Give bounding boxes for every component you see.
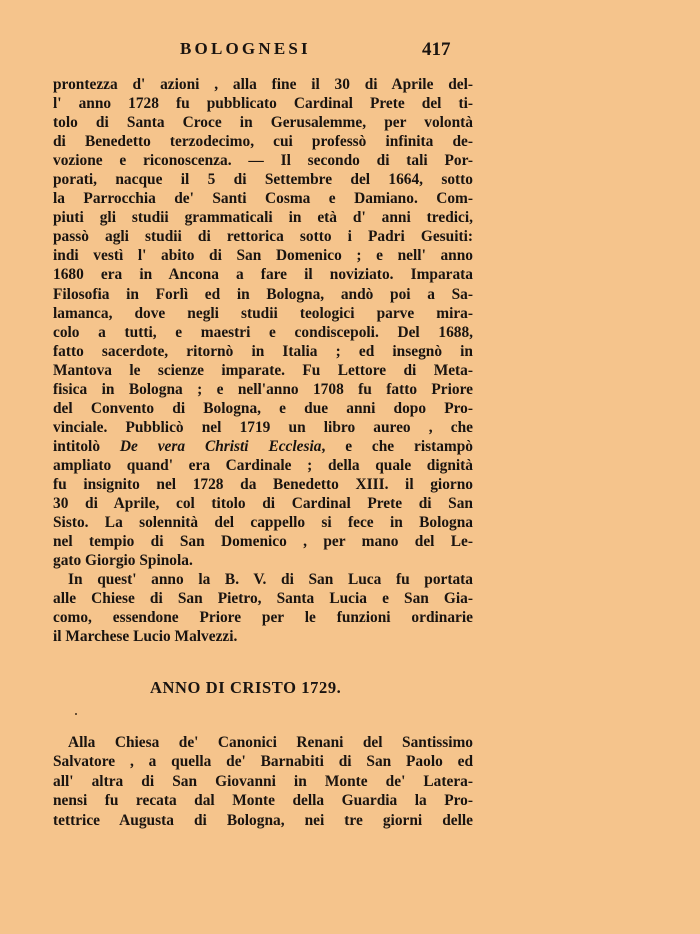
text-line: di Benedetto terzodecimo, cui professò infinita de- bbox=[53, 133, 473, 151]
page-number: 417 bbox=[422, 39, 451, 60]
title-line-suffix: , e che ristampò bbox=[321, 437, 473, 455]
text-line-with-book-title bbox=[53, 437, 473, 456]
text-line: 1680 era in Ancona a fare il noviziato. Imparata bbox=[53, 266, 473, 284]
title-line-prefix: intitolò bbox=[53, 437, 120, 455]
text-line: Sisto. La solennità del cappello si fece in Bologna bbox=[53, 514, 473, 532]
text-line: lamanca, dove negli studii teologici parve mira- bbox=[53, 304, 473, 322]
paragraph-cardinal-biography bbox=[53, 75, 473, 570]
text-line: colo a tutti, e maestri e condiscepoli. Del 1688, bbox=[53, 323, 473, 341]
text-line: como, essendone Priore per le funzioni ordinarie bbox=[53, 609, 473, 627]
text-line: prontezza d' azioni , alla fine il 30 di Aprile del- bbox=[53, 76, 473, 93]
text-line: In quest' anno la B. V. di San Luca fu portata bbox=[68, 571, 473, 589]
paragraph-madonna-procession bbox=[53, 570, 473, 646]
text-line: Salvatore , a quella de' Barnabiti di San Paolo ed bbox=[53, 753, 473, 771]
running-title: BOLOGNESI bbox=[180, 39, 311, 58]
text-line: tettrice Augusta di Bologna, nei tre giorni delle bbox=[53, 811, 473, 829]
text-line: Alla Chiesa de' Canonici Renani del Santissimo bbox=[68, 734, 473, 751]
text-line: nensi fu recata dal Monte della Guardia la Pro- bbox=[53, 792, 473, 810]
text-line: gato Giorgio Spinola. bbox=[53, 552, 193, 570]
text-line: fisica in Bologna ; e nell'anno 1708 fu fatto Priore bbox=[53, 380, 473, 398]
section-heading: ANNO DI CRISTO 1729. bbox=[150, 678, 342, 697]
text-line: indi vestì l' abito di San Domenico ; e nell' anno bbox=[53, 247, 473, 265]
text-line: tolo di Santa Croce in Gerusalemme, per volontà bbox=[53, 114, 473, 132]
text-line: la Parrocchia de' Santi Cosma e Damiano. Com- bbox=[53, 190, 473, 208]
text-line: vozione e riconoscenza. — Il secondo di tali Por- bbox=[53, 152, 473, 170]
book-title: De vera Christi Ecclesia bbox=[119, 437, 322, 455]
text-line: Mantova le scienze imparate. Fu Lettore di Meta- bbox=[53, 361, 473, 379]
text-line: fatto sacerdote, ritornò in Italia ; ed insegnò in bbox=[53, 342, 473, 360]
text-line: vinciale. Pubblicò nel 1719 un libro aureo , che bbox=[53, 418, 473, 436]
text-line: ampliato quand' era Cardinale ; della quale dignità bbox=[53, 456, 473, 474]
text-line: nel tempio di San Domenico , per mano del Le- bbox=[53, 533, 473, 551]
running-header bbox=[0, 36, 700, 64]
text-line: all' altra di San Giovanni in Monte de' Latera- bbox=[53, 772, 473, 790]
main-text-block bbox=[53, 75, 473, 646]
text-line: 30 di Aprile, col titolo di Cardinal Prete di San bbox=[53, 495, 473, 513]
paragraph-1729-procession bbox=[53, 733, 473, 830]
text-line: passò agli studii di rettorica sotto i Padri Gesuiti: bbox=[53, 228, 473, 246]
text-line: l' anno 1728 fu pubblicato Cardinal Prete del ti- bbox=[53, 95, 473, 113]
text-line: Filosofia in Forlì ed in Bologna, andò poi a Sa- bbox=[53, 285, 473, 303]
text-line: porati, nacque il 5 di Settembre del 1664, sotto bbox=[53, 171, 473, 189]
print-speck bbox=[75, 713, 77, 715]
text-line: piuti gli studii grammaticali in età d' anni tredici, bbox=[53, 209, 473, 227]
text-line: del Convento di Bologna, e due anni dopo Pro- bbox=[53, 399, 473, 417]
text-line: fu insignito nel 1728 da Benedetto XIII. il giorno bbox=[53, 475, 473, 493]
text-line: alle Chiese di San Pietro, Santa Lucia e San Gia- bbox=[53, 590, 473, 608]
text-line: il Marchese Lucio Malvezzi. bbox=[53, 628, 238, 646]
